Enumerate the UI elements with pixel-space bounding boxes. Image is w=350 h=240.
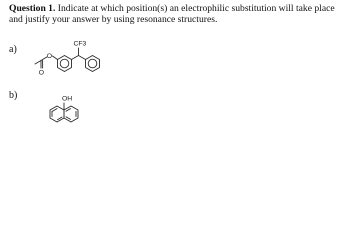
- methyl-bond: [35, 61, 41, 65]
- question-number: Question 1.: [9, 3, 56, 14]
- structure-b: [40, 92, 90, 136]
- double-bond-1: [52, 109, 57, 112]
- question-1: [9, 3, 345, 25]
- aromatic-circle-2: [88, 59, 97, 68]
- ring-link-bond-2: [79, 56, 86, 60]
- question-text: Indicate at which position(s) an electrophilic substitution will take place and justify your answer by using resonance structures.: [9, 3, 335, 25]
- benzene-ring-2: [86, 56, 100, 72]
- part-b-label: b): [9, 90, 18, 101]
- cf3-label: CF3: [73, 40, 87, 48]
- hydroxyl-label: OH: [62, 95, 73, 103]
- part-a-label: a): [9, 44, 17, 55]
- aromatic-circle-1: [60, 59, 69, 68]
- ester-oxygen: O: [46, 53, 53, 61]
- benzene-ring-1: [58, 56, 72, 72]
- double-bond-4: [66, 109, 71, 112]
- double-bond-6: [66, 117, 71, 120]
- carbonyl-oxygen: O: [38, 69, 45, 77]
- ester-bond-2: [53, 56, 58, 60]
- structure-a: [28, 32, 138, 84]
- ring-link-bond-1: [72, 56, 79, 60]
